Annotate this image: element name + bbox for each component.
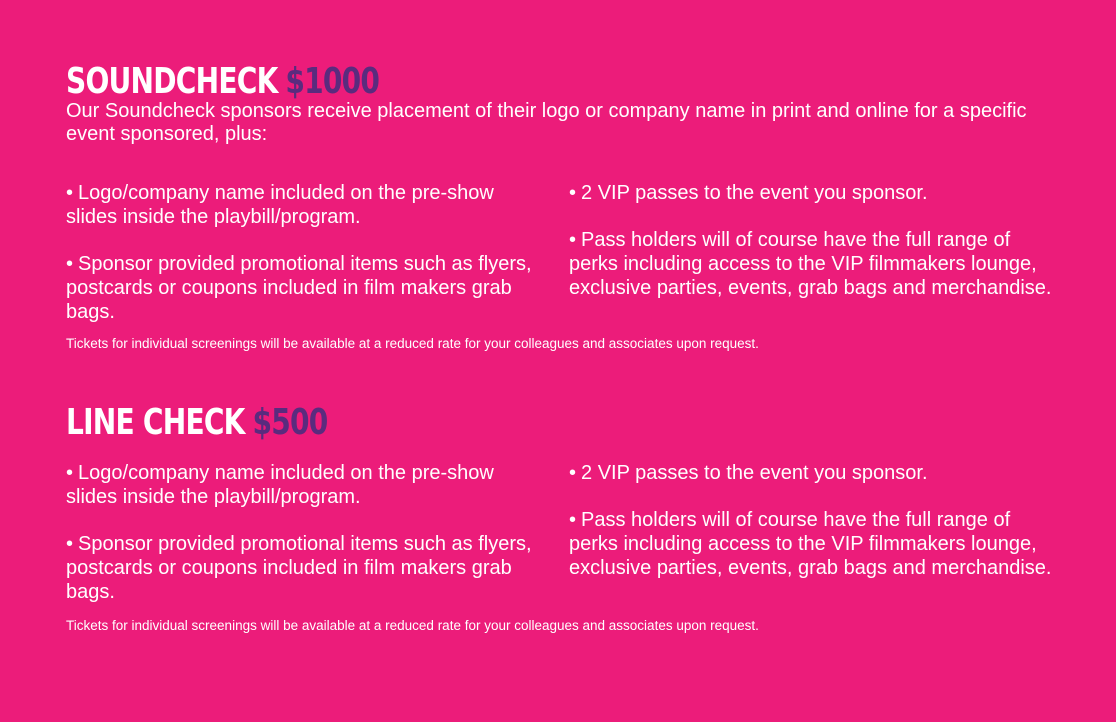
tier-line-check (66, 402, 1056, 634)
bullet-icon: • (66, 182, 74, 204)
benefits-right (569, 461, 1059, 603)
benefits-right (569, 181, 1059, 323)
benefit-item: • Sponsor provided promotional items such as flyers, postcards or coupons included in film makers grab bags. (66, 253, 532, 323)
bullet-icon: • (66, 533, 74, 555)
benefit-item: • Logo/company name included on the pre-show slides inside the playbill/program. (66, 182, 494, 228)
tier-title (66, 61, 838, 102)
bullet-icon: • (569, 229, 577, 251)
tier-price: $500 (252, 402, 328, 443)
benefit-item: • 2 VIP passes to the event you sponsor. (569, 182, 928, 204)
tier-intro: Our Soundcheck sponsors receive placement of their logo or company name in print and online for a specific event sponsored, plus: (66, 100, 1027, 145)
tier-soundcheck (66, 61, 1056, 352)
benefit-item: • Sponsor provided promotional items such as flyers, postcards or coupons included in film makers grab bags. (66, 533, 532, 603)
tier-note: Tickets for individual screenings will be available at a reduced rate for your colleagues and associates upon request. (66, 618, 759, 633)
bullet-icon: • (569, 182, 577, 204)
benefit-item: • Logo/company name included on the pre-show slides inside the playbill/program. (66, 462, 494, 508)
benefit-columns (66, 181, 1056, 331)
tier-title (66, 402, 838, 443)
benefit-item: • Pass holders will of course have the full range of perks including access to the VIP filmmakers lounge, exclusive parties, events, grab bags and merchandise. (569, 509, 1052, 579)
benefit-columns (66, 461, 1056, 611)
bullet-icon: • (66, 462, 74, 484)
benefit-item: • 2 VIP passes to the event you sponsor. (569, 462, 928, 484)
benefit-item: • Pass holders will of course have the full range of perks including access to the VIP filmmakers lounge, exclusive parties, events, grab bags and merchandise. (569, 229, 1052, 299)
tier-name: LINE CHECK (66, 402, 245, 443)
bullet-icon: • (569, 462, 577, 484)
benefits-left (66, 181, 546, 347)
bullet-icon: • (569, 509, 577, 531)
bullet-icon: • (66, 253, 74, 275)
tier-name: SOUNDCHECK (66, 61, 278, 102)
tier-price: $1000 (285, 61, 380, 102)
benefits-left (66, 461, 546, 627)
tier-note: Tickets for individual screenings will be available at a reduced rate for your colleagues and associates upon request. (66, 336, 759, 351)
